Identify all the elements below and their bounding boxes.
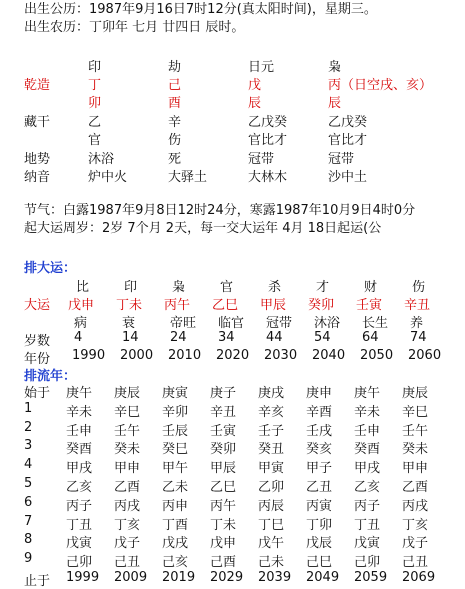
liunian-cell: 丙戌 xyxy=(402,499,429,514)
liunian-cell: 丙子 xyxy=(354,499,381,514)
liunian-cell: 己酉 xyxy=(210,555,237,570)
dayun-shishen-cell: 比 xyxy=(76,280,90,295)
liunian-row xyxy=(0,514,465,533)
liunian-row-label: 1 xyxy=(24,401,33,416)
liunian-cell: 己亥 xyxy=(162,555,189,570)
dishi-year: 沐浴 xyxy=(88,152,115,167)
liunian-cell: 庚辰 xyxy=(114,386,141,401)
dayun-ganzhi-cell: 乙巳 xyxy=(212,298,239,313)
dayun-label: 大运 xyxy=(24,298,51,313)
bazi-header-month: 劫 xyxy=(168,60,182,75)
qiyun-line: 起大运周岁：2岁 7个月 2天，每一交大运年 4月 18日起运(公 xyxy=(24,221,382,236)
dayun-changsheng-cell: 帝旺 xyxy=(170,316,197,331)
liunian-cell: 己巳 xyxy=(306,555,333,570)
liunian-cell: 丁丑 xyxy=(66,518,93,533)
liunian-cell: 戊戌 xyxy=(162,536,189,551)
liunian-row xyxy=(0,420,465,439)
dayun-changsheng-cell: 临官 xyxy=(218,316,245,331)
dayun-year-cell: 2020 xyxy=(216,348,250,363)
liunian-row-label: 5 xyxy=(24,476,33,491)
dayun-age-row xyxy=(0,330,465,349)
dayun-shishen-cell: 伤 xyxy=(412,280,426,295)
liunian-cell: 戊寅 xyxy=(66,536,93,551)
dayun-age-cell: 54 xyxy=(314,330,331,345)
dayun-age-cell: 74 xyxy=(410,330,427,345)
liunian-cell: 庚寅 xyxy=(162,386,189,401)
dayun-year-cell: 2030 xyxy=(264,348,298,363)
dayun-year-cell: 1990 xyxy=(72,348,106,363)
liunian-cell: 1999 xyxy=(66,570,100,585)
liunian-row-label: 始于 xyxy=(24,386,51,401)
dishi-day: 冠带 xyxy=(248,152,275,167)
liunian-cell: 辛丑 xyxy=(210,405,237,420)
liunian-row-label: 8 xyxy=(24,532,33,547)
liunian-cell: 癸丑 xyxy=(258,442,285,457)
liunian-row-label: 9 xyxy=(24,551,33,566)
liunian-cell: 甲辰 xyxy=(210,461,237,476)
liunian-cell: 丙戌 xyxy=(114,499,141,514)
liunian-cell: 壬申 xyxy=(66,424,93,439)
dayun-shishen-cell: 才 xyxy=(316,280,330,295)
branch-hour: 辰 xyxy=(328,96,342,111)
shishen-hour: 官比才 xyxy=(328,133,368,148)
dayun-age-cell: 14 xyxy=(122,330,139,345)
dayun-ganzhi-cell: 甲辰 xyxy=(260,298,287,313)
liunian-cell: 丙申 xyxy=(162,499,189,514)
nayin-hour: 沙中土 xyxy=(328,170,368,185)
liunian-cell: 癸酉 xyxy=(66,442,93,457)
branch-day: 辰 xyxy=(248,96,262,111)
liunian-cell: 甲子 xyxy=(306,461,333,476)
dayun-changsheng-cell: 冠带 xyxy=(266,316,293,331)
canggan-day: 乙戊癸 xyxy=(248,115,288,130)
dayun-year-cell: 2060 xyxy=(408,348,442,363)
liunian-cell: 甲申 xyxy=(114,461,141,476)
canggan-year: 乙 xyxy=(88,115,102,130)
liunian-cell: 癸卯 xyxy=(210,442,237,457)
liunian-row xyxy=(0,551,465,570)
liunian-cell: 丁亥 xyxy=(402,518,429,533)
dayun-age-cell: 34 xyxy=(218,330,235,345)
lunar-birth-line: 出生农历：丁卯年 七月 廿四日 辰时。 xyxy=(24,20,245,35)
dayun-age-cell: 4 xyxy=(74,330,83,345)
bazi-header-hour: 枭 xyxy=(328,60,342,75)
nayin-year: 炉中火 xyxy=(88,170,128,185)
liunian-cell: 乙酉 xyxy=(402,480,429,495)
liunian-cell: 2019 xyxy=(162,570,196,585)
dishi-hour: 冠带 xyxy=(328,152,355,167)
liunian-row xyxy=(0,401,465,420)
liunian-cell: 甲午 xyxy=(162,461,189,476)
liunian-cell: 壬寅 xyxy=(210,424,237,439)
liunian-cell: 壬子 xyxy=(258,424,285,439)
liunian-cell: 辛卯 xyxy=(162,405,189,420)
dayun-ganzhi-cell: 丙午 xyxy=(164,298,191,313)
stem-year: 丁 xyxy=(88,78,102,93)
dayun-age-label: 岁数 xyxy=(24,334,51,349)
liunian-cell: 壬戌 xyxy=(306,424,333,439)
liunian-cell: 辛巳 xyxy=(114,405,141,420)
dayun-year-cell: 2040 xyxy=(312,348,346,363)
dayun-year-row xyxy=(0,348,465,367)
dayun-age-cell: 24 xyxy=(170,330,187,345)
dayun-changsheng-row xyxy=(0,312,465,331)
dayun-shishen-cell: 杀 xyxy=(268,280,282,295)
dayun-changsheng-cell: 衰 xyxy=(122,316,136,331)
shishen-year: 官 xyxy=(88,133,102,148)
bazi-header-year: 印 xyxy=(88,60,102,75)
dayun-shishen-cell: 官 xyxy=(220,280,234,295)
canggan-month: 辛 xyxy=(168,115,182,130)
liunian-row xyxy=(0,382,465,401)
liunian-cell: 壬申 xyxy=(354,424,381,439)
liunian-cell: 乙卯 xyxy=(258,480,285,495)
dayun-age-cell: 64 xyxy=(362,330,379,345)
liunian-cell: 丁巳 xyxy=(258,518,285,533)
liunian-cell: 己未 xyxy=(258,555,285,570)
liunian-cell: 癸未 xyxy=(402,442,429,457)
liunian-cell: 丁酉 xyxy=(162,518,189,533)
liunian-cell: 癸巳 xyxy=(162,442,189,457)
liunian-cell: 丙寅 xyxy=(306,499,333,514)
liunian-cell: 乙未 xyxy=(162,480,189,495)
dayun-age-cell: 44 xyxy=(266,330,283,345)
liunian-row xyxy=(0,476,465,495)
liunian-cell: 辛巳 xyxy=(402,405,429,420)
liunian-cell: 庚子 xyxy=(210,386,237,401)
dayun-shishen-row xyxy=(0,276,465,295)
dayun-year-label: 年份 xyxy=(24,352,51,367)
liunian-cell: 壬辰 xyxy=(162,424,189,439)
dayun-ganzhi-row xyxy=(0,294,465,313)
branch-month: 酉 xyxy=(168,96,182,111)
liunian-cell: 乙亥 xyxy=(354,480,381,495)
liunian-cell: 庚辰 xyxy=(402,386,429,401)
dayun-year-cell: 2000 xyxy=(120,348,154,363)
liunian-cell: 庚午 xyxy=(66,386,93,401)
liunian-cell: 2069 xyxy=(402,570,436,585)
liunian-cell: 甲申 xyxy=(402,461,429,476)
shishen-month: 伤 xyxy=(168,133,182,148)
qianzao-label: 乾造 xyxy=(24,78,51,93)
liunian-cell: 己卯 xyxy=(354,555,381,570)
liunian-cell: 癸酉 xyxy=(354,442,381,457)
liunian-row-label: 2 xyxy=(24,420,33,435)
liunian-cell: 壬午 xyxy=(402,424,429,439)
liunian-cell: 2029 xyxy=(210,570,244,585)
dayun-changsheng-cell: 病 xyxy=(74,316,88,331)
dayun-changsheng-cell: 长生 xyxy=(362,316,389,331)
dayun-ganzhi-cell: 壬寅 xyxy=(356,298,383,313)
liunian-cell: 辛酉 xyxy=(306,405,333,420)
liunian-row xyxy=(0,495,465,514)
liunian-title: 排流年： xyxy=(24,369,77,384)
liunian-cell: 2059 xyxy=(354,570,388,585)
liunian-row-label: 3 xyxy=(24,438,33,453)
liunian-cell: 辛未 xyxy=(66,405,93,420)
liunian-cell: 庚戌 xyxy=(258,386,285,401)
liunian-cell: 戊子 xyxy=(402,536,429,551)
nayin-label: 纳音 xyxy=(24,170,51,185)
dayun-year-cell: 2010 xyxy=(168,348,202,363)
liunian-cell: 己卯 xyxy=(66,555,93,570)
stem-hour: 丙（日空戌、亥） xyxy=(328,78,433,93)
liunian-cell: 庚午 xyxy=(354,386,381,401)
dayun-changsheng-cell: 沐浴 xyxy=(314,316,341,331)
dayun-title: 排大运： xyxy=(24,261,77,276)
liunian-cell: 乙丑 xyxy=(306,480,333,495)
liunian-cell: 丙午 xyxy=(210,499,237,514)
liunian-cell: 甲戌 xyxy=(354,461,381,476)
liunian-row xyxy=(0,457,465,476)
liunian-cell: 癸未 xyxy=(114,442,141,457)
liunian-cell: 戊寅 xyxy=(354,536,381,551)
liunian-cell: 戊子 xyxy=(114,536,141,551)
liunian-cell: 己丑 xyxy=(402,555,429,570)
shishen-day: 官比才 xyxy=(248,133,288,148)
liunian-cell: 2039 xyxy=(258,570,292,585)
canggan-hour: 乙戊癸 xyxy=(328,115,368,130)
liunian-cell: 甲寅 xyxy=(258,461,285,476)
dayun-ganzhi-cell: 辛丑 xyxy=(404,298,431,313)
liunian-cell: 乙亥 xyxy=(66,480,93,495)
stem-day: 戊 xyxy=(248,78,262,93)
liunian-cell: 辛亥 xyxy=(258,405,285,420)
dayun-ganzhi-cell: 丁未 xyxy=(116,298,143,313)
liunian-cell: 己丑 xyxy=(114,555,141,570)
dayun-changsheng-cell: 养 xyxy=(410,316,424,331)
liunian-cell: 戊午 xyxy=(258,536,285,551)
liunian-cell: 丁丑 xyxy=(354,518,381,533)
dayun-shishen-cell: 财 xyxy=(364,280,378,295)
bazi-header-day: 日元 xyxy=(248,60,275,75)
dayun-year-cell: 2050 xyxy=(360,348,394,363)
liunian-row xyxy=(0,438,465,457)
liunian-cell: 庚申 xyxy=(306,386,333,401)
liunian-cell: 2009 xyxy=(114,570,148,585)
liunian-cell: 甲戌 xyxy=(66,461,93,476)
liunian-cell: 戊辰 xyxy=(306,536,333,551)
liunian-row-label: 6 xyxy=(24,495,33,510)
dayun-ganzhi-cell: 癸卯 xyxy=(308,298,335,313)
dayun-shishen-cell: 印 xyxy=(124,280,138,295)
liunian-row xyxy=(0,570,465,589)
liunian-cell: 丙辰 xyxy=(258,499,285,514)
stem-month: 己 xyxy=(168,78,182,93)
liunian-row-label: 7 xyxy=(24,514,33,529)
dishi-label: 地势 xyxy=(24,152,51,167)
dishi-month: 死 xyxy=(168,152,182,167)
liunian-cell: 2049 xyxy=(306,570,340,585)
nayin-day: 大林木 xyxy=(248,170,288,185)
liunian-cell: 壬午 xyxy=(114,424,141,439)
nayin-month: 大驿土 xyxy=(168,170,208,185)
canggan-label: 藏干 xyxy=(24,115,51,130)
dayun-shishen-cell: 枭 xyxy=(172,280,186,295)
liunian-cell: 癸亥 xyxy=(306,442,333,457)
liunian-cell: 戊申 xyxy=(210,536,237,551)
liunian-cell: 乙酉 xyxy=(114,480,141,495)
liunian-cell: 丁卯 xyxy=(306,518,333,533)
liunian-cell: 辛未 xyxy=(354,405,381,420)
liunian-row-label: 止于 xyxy=(24,574,51,589)
branch-year: 卯 xyxy=(88,96,102,111)
liunian-row-label: 4 xyxy=(24,457,33,472)
liunian-row xyxy=(0,532,465,551)
jieqi-line: 节气：白露1987年9月8日12时24分，寒露1987年10月9日4时0分 xyxy=(24,203,416,218)
liunian-cell: 丙子 xyxy=(66,499,93,514)
liunian-cell: 丁亥 xyxy=(114,518,141,533)
liunian-cell: 丁未 xyxy=(210,518,237,533)
gregorian-birth-line: 出生公历：1987年9月16日7时12分(真太阳时间)，星期三。 xyxy=(24,2,377,17)
liunian-cell: 乙巳 xyxy=(210,480,237,495)
dayun-ganzhi-cell: 戊申 xyxy=(68,298,95,313)
